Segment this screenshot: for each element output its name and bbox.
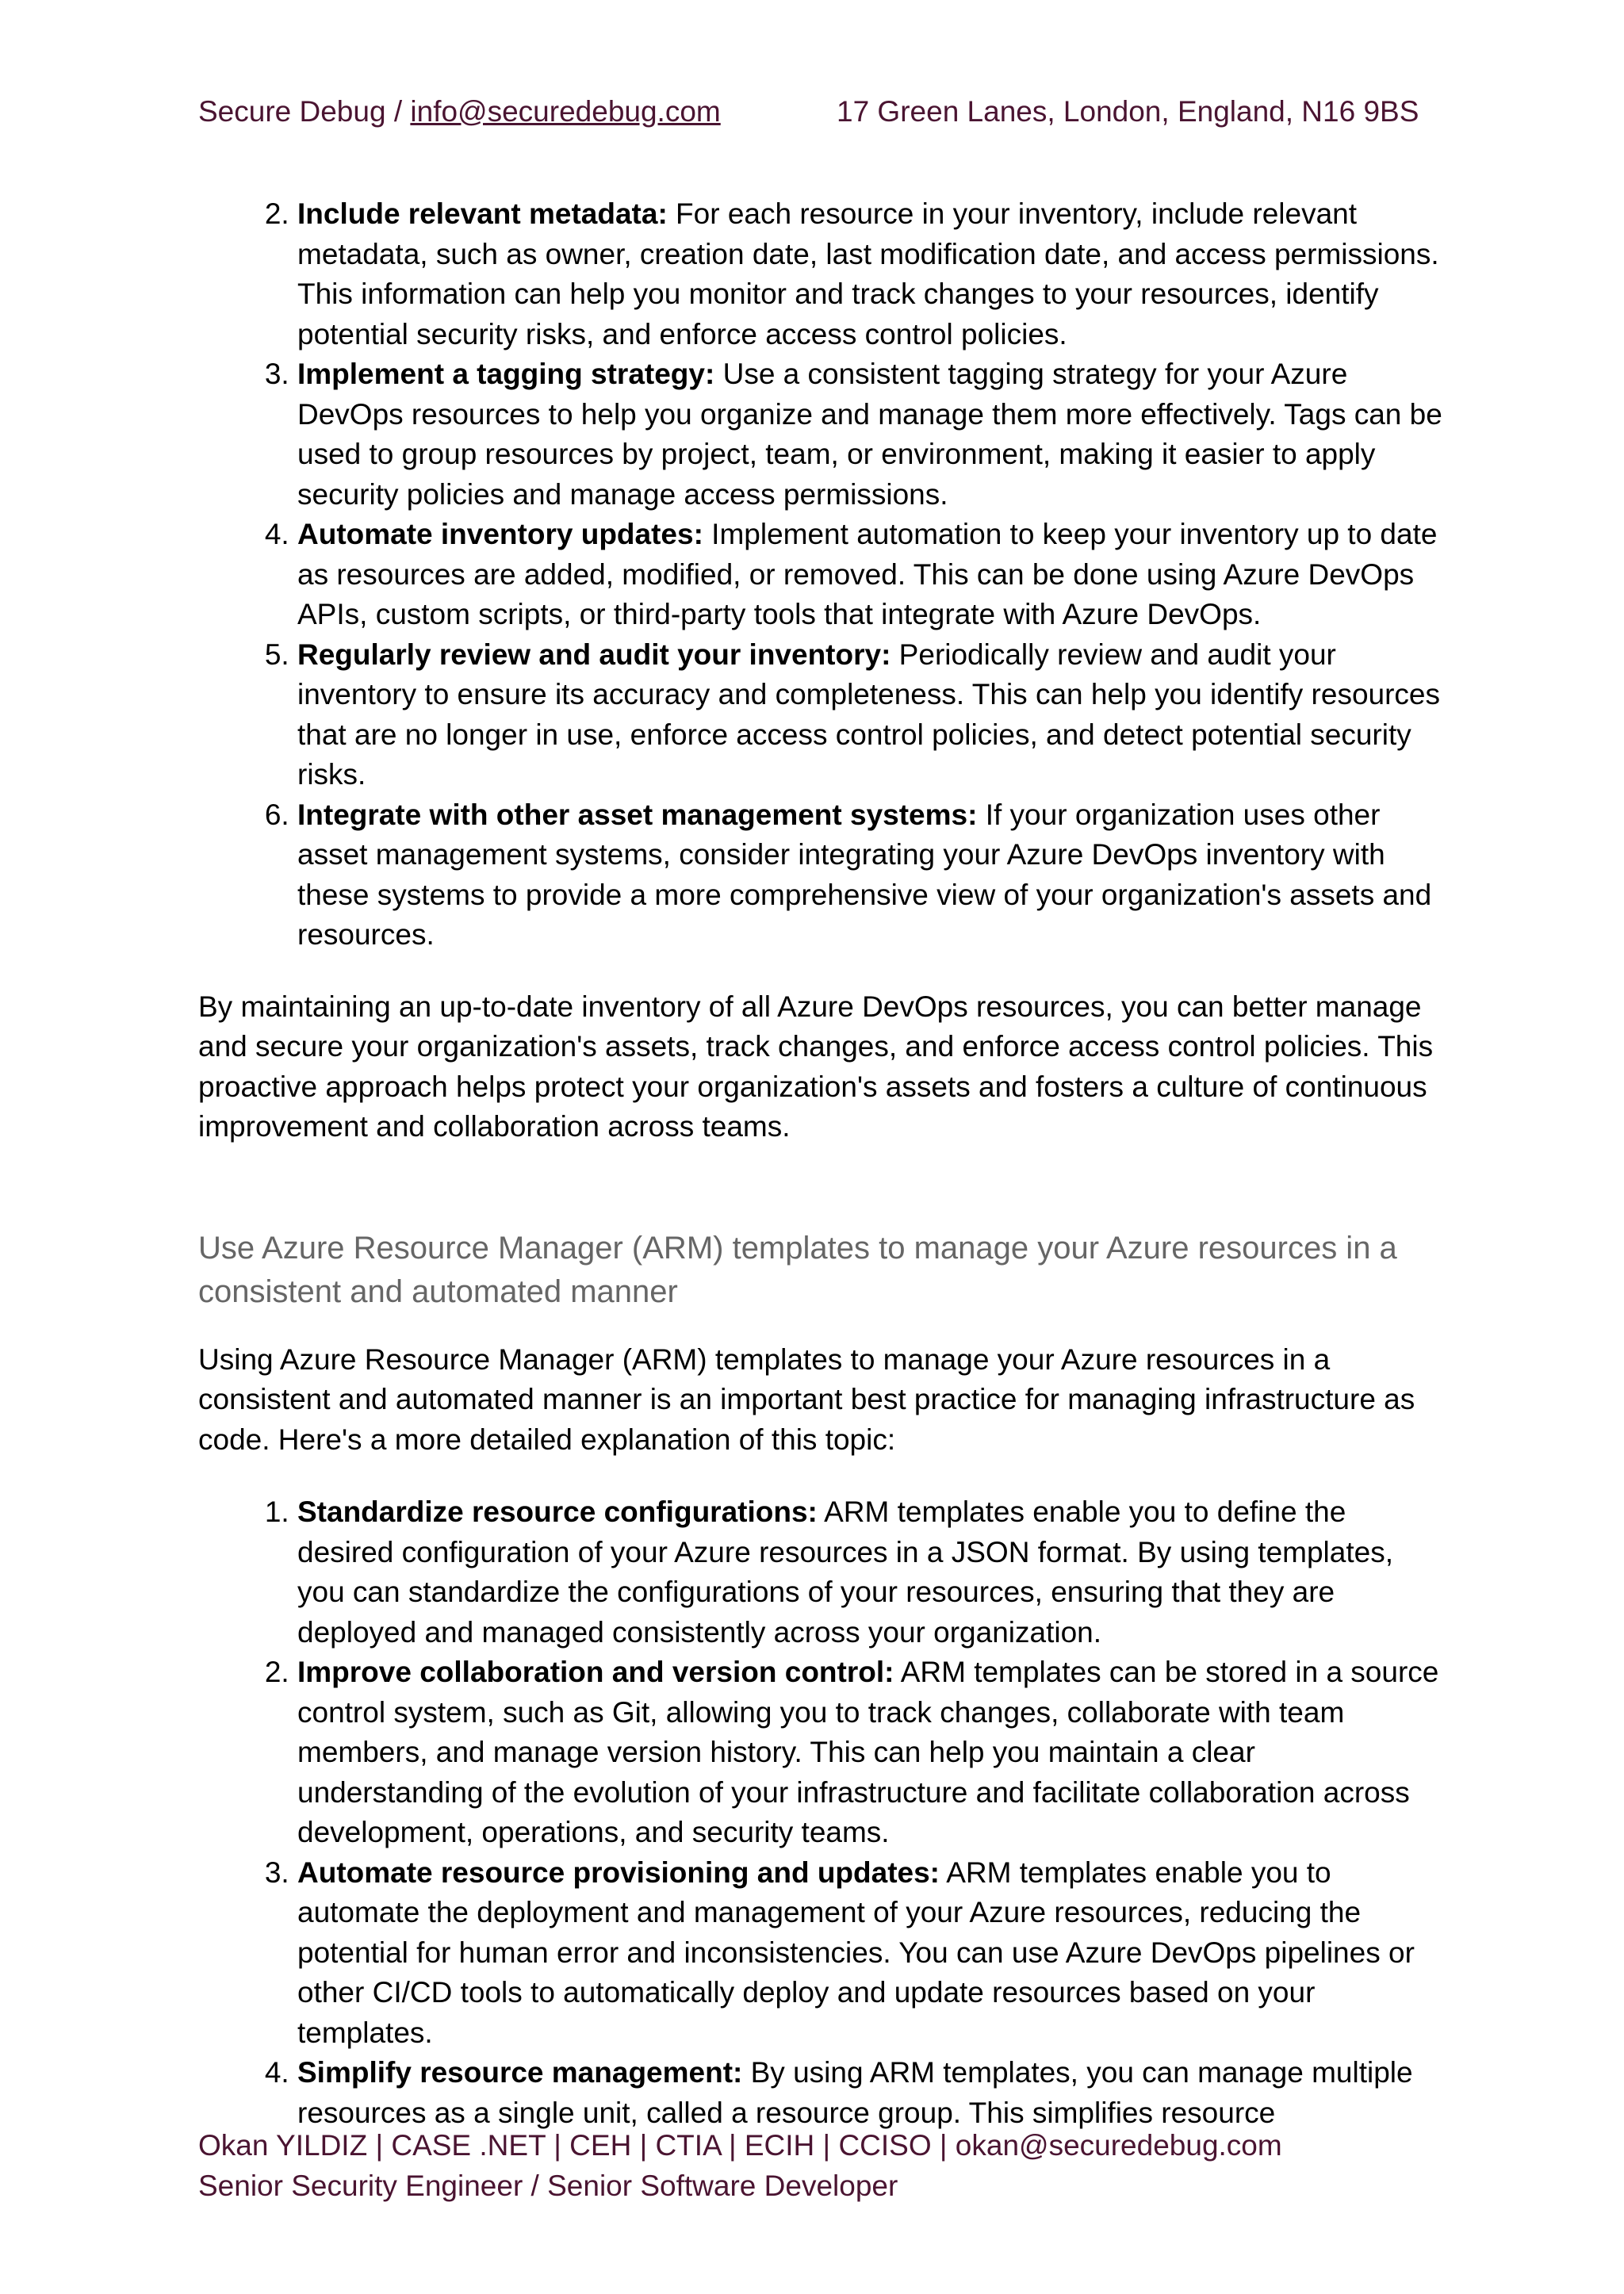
page-content xyxy=(198,194,1443,2133)
list-item-text: ARM templates can be stored in a source control system, such as Git, allowing you to track changes, collaborate with team members, and manage version history. This can help you maintain a clear understanding of the evolution of your infrastructure and facilitate collaboration across development, operations, and security teams. xyxy=(297,1656,1439,1849)
list-item-text: ARM templates enable you to define the desired configuration of your Azure resources in a JSON format. By using templates, you can standardize the configurations of your resources, ensuring that they are deployed and managed consistently across your organization. xyxy=(297,1496,1393,1649)
header-address: 17 Green Lanes, London, England, N16 9BS xyxy=(837,95,1419,128)
list-item-text: For each resource in your inventory, include relevant metadata, such as owner, creation date, last modification date, and access permissions. This information can help you monitor and track changes to your resources, identify potential security risks, and enforce access control policies. xyxy=(297,197,1439,350)
header-company-name: Secure Debug / xyxy=(198,95,411,128)
list-item xyxy=(297,1492,1443,1653)
list-item-text: By using ARM templates, you can manage multiple resources as a single unit, called a resource group. This simplifies resource xyxy=(297,2056,1413,2129)
list-item-title: Automate resource provisioning and updates: xyxy=(297,1855,940,1889)
list-item-title: Automate inventory updates: xyxy=(297,518,703,550)
page-footer xyxy=(198,2125,1282,2206)
arm-practices-list xyxy=(198,1492,1443,2133)
header-company xyxy=(198,95,721,128)
list-item xyxy=(297,795,1443,956)
footer-author-line: Okan YILDIZ | CASE .NET | CEH | CTIA | ECIH | CCISO | okan@securedebug.com xyxy=(198,2129,1282,2162)
section-heading: Use Azure Resource Manager (ARM) templates to manage your Azure resources in a consistent and automated manner xyxy=(198,1230,1397,1309)
list-item-text: ARM templates enable you to automate the deployment and management of your Azure resources, reducing the potential for human error and inconsistencies. You can use Azure DevOps pipelines or other CI/CD tools to automatically deploy and update resources based on your templates. xyxy=(297,1855,1415,2049)
summary-paragraph: By maintaining an up-to-date inventory of all Azure DevOps resources, you can better manage and secure your organization's assets, track changes, and enforce access control policies. This proactive approach helps protect your organization's assets and fosters a culture of continuous improvement and collaboration across teams. xyxy=(198,990,1434,1143)
inventory-practices-list xyxy=(198,194,1443,956)
list-item-text: Implement automation to keep your inventory up to date as resources are added, modified, or removed. This can be done using Azure DevOps APIs, custom scripts, or third-party tools that integrate with Azure DevOps. xyxy=(297,518,1438,630)
list-item-title: Regularly review and audit your inventory: xyxy=(297,638,891,671)
footer-role-line: Senior Security Engineer / Senior Software Developer xyxy=(198,2170,898,2202)
list-item-title: Include relevant metadata: xyxy=(297,197,668,230)
list-item-text: Periodically review and audit your inventory to ensure its accuracy and completeness. This can help you identify resources that are no longer in use, enforce access control policies, and detect potential security risks. xyxy=(297,638,1441,791)
list-item-title: Improve collaboration and version control: xyxy=(297,1656,894,1689)
list-item xyxy=(297,515,1443,635)
list-item xyxy=(297,354,1443,515)
list-item-title: Standardize resource configurations: xyxy=(297,1496,818,1529)
list-item xyxy=(297,635,1443,795)
list-item xyxy=(297,1853,1443,2054)
list-item xyxy=(297,194,1443,354)
section-intro-paragraph: Using Azure Resource Manager (ARM) templates to manage your Azure resources in a consistent and automated manner is an important best practice for managing infrastructure as code. Here's a more detailed explanation of this topic: xyxy=(198,1342,1415,1456)
list-item xyxy=(297,2053,1443,2133)
list-item-title: Implement a tagging strategy: xyxy=(297,358,715,390)
list-item-title: Simplify resource management: xyxy=(297,2056,743,2089)
list-item-text: Use a consistent tagging strategy for your Azure DevOps resources to help you organize and manage them more effectively. Tags can be used to group resources by project, team, or environment, making it easier to apply security policies and manage access permissions. xyxy=(297,358,1442,511)
list-item-text: If your organization uses other asset management systems, consider integrating your Azure DevOps inventory with these systems to provide a more comprehensive view of your organization's assets and resources. xyxy=(297,798,1432,951)
list-item xyxy=(297,1653,1443,1853)
list-item-title: Integrate with other asset management systems: xyxy=(297,798,978,831)
header-email-link[interactable]: info@securedebug.com xyxy=(410,95,721,128)
